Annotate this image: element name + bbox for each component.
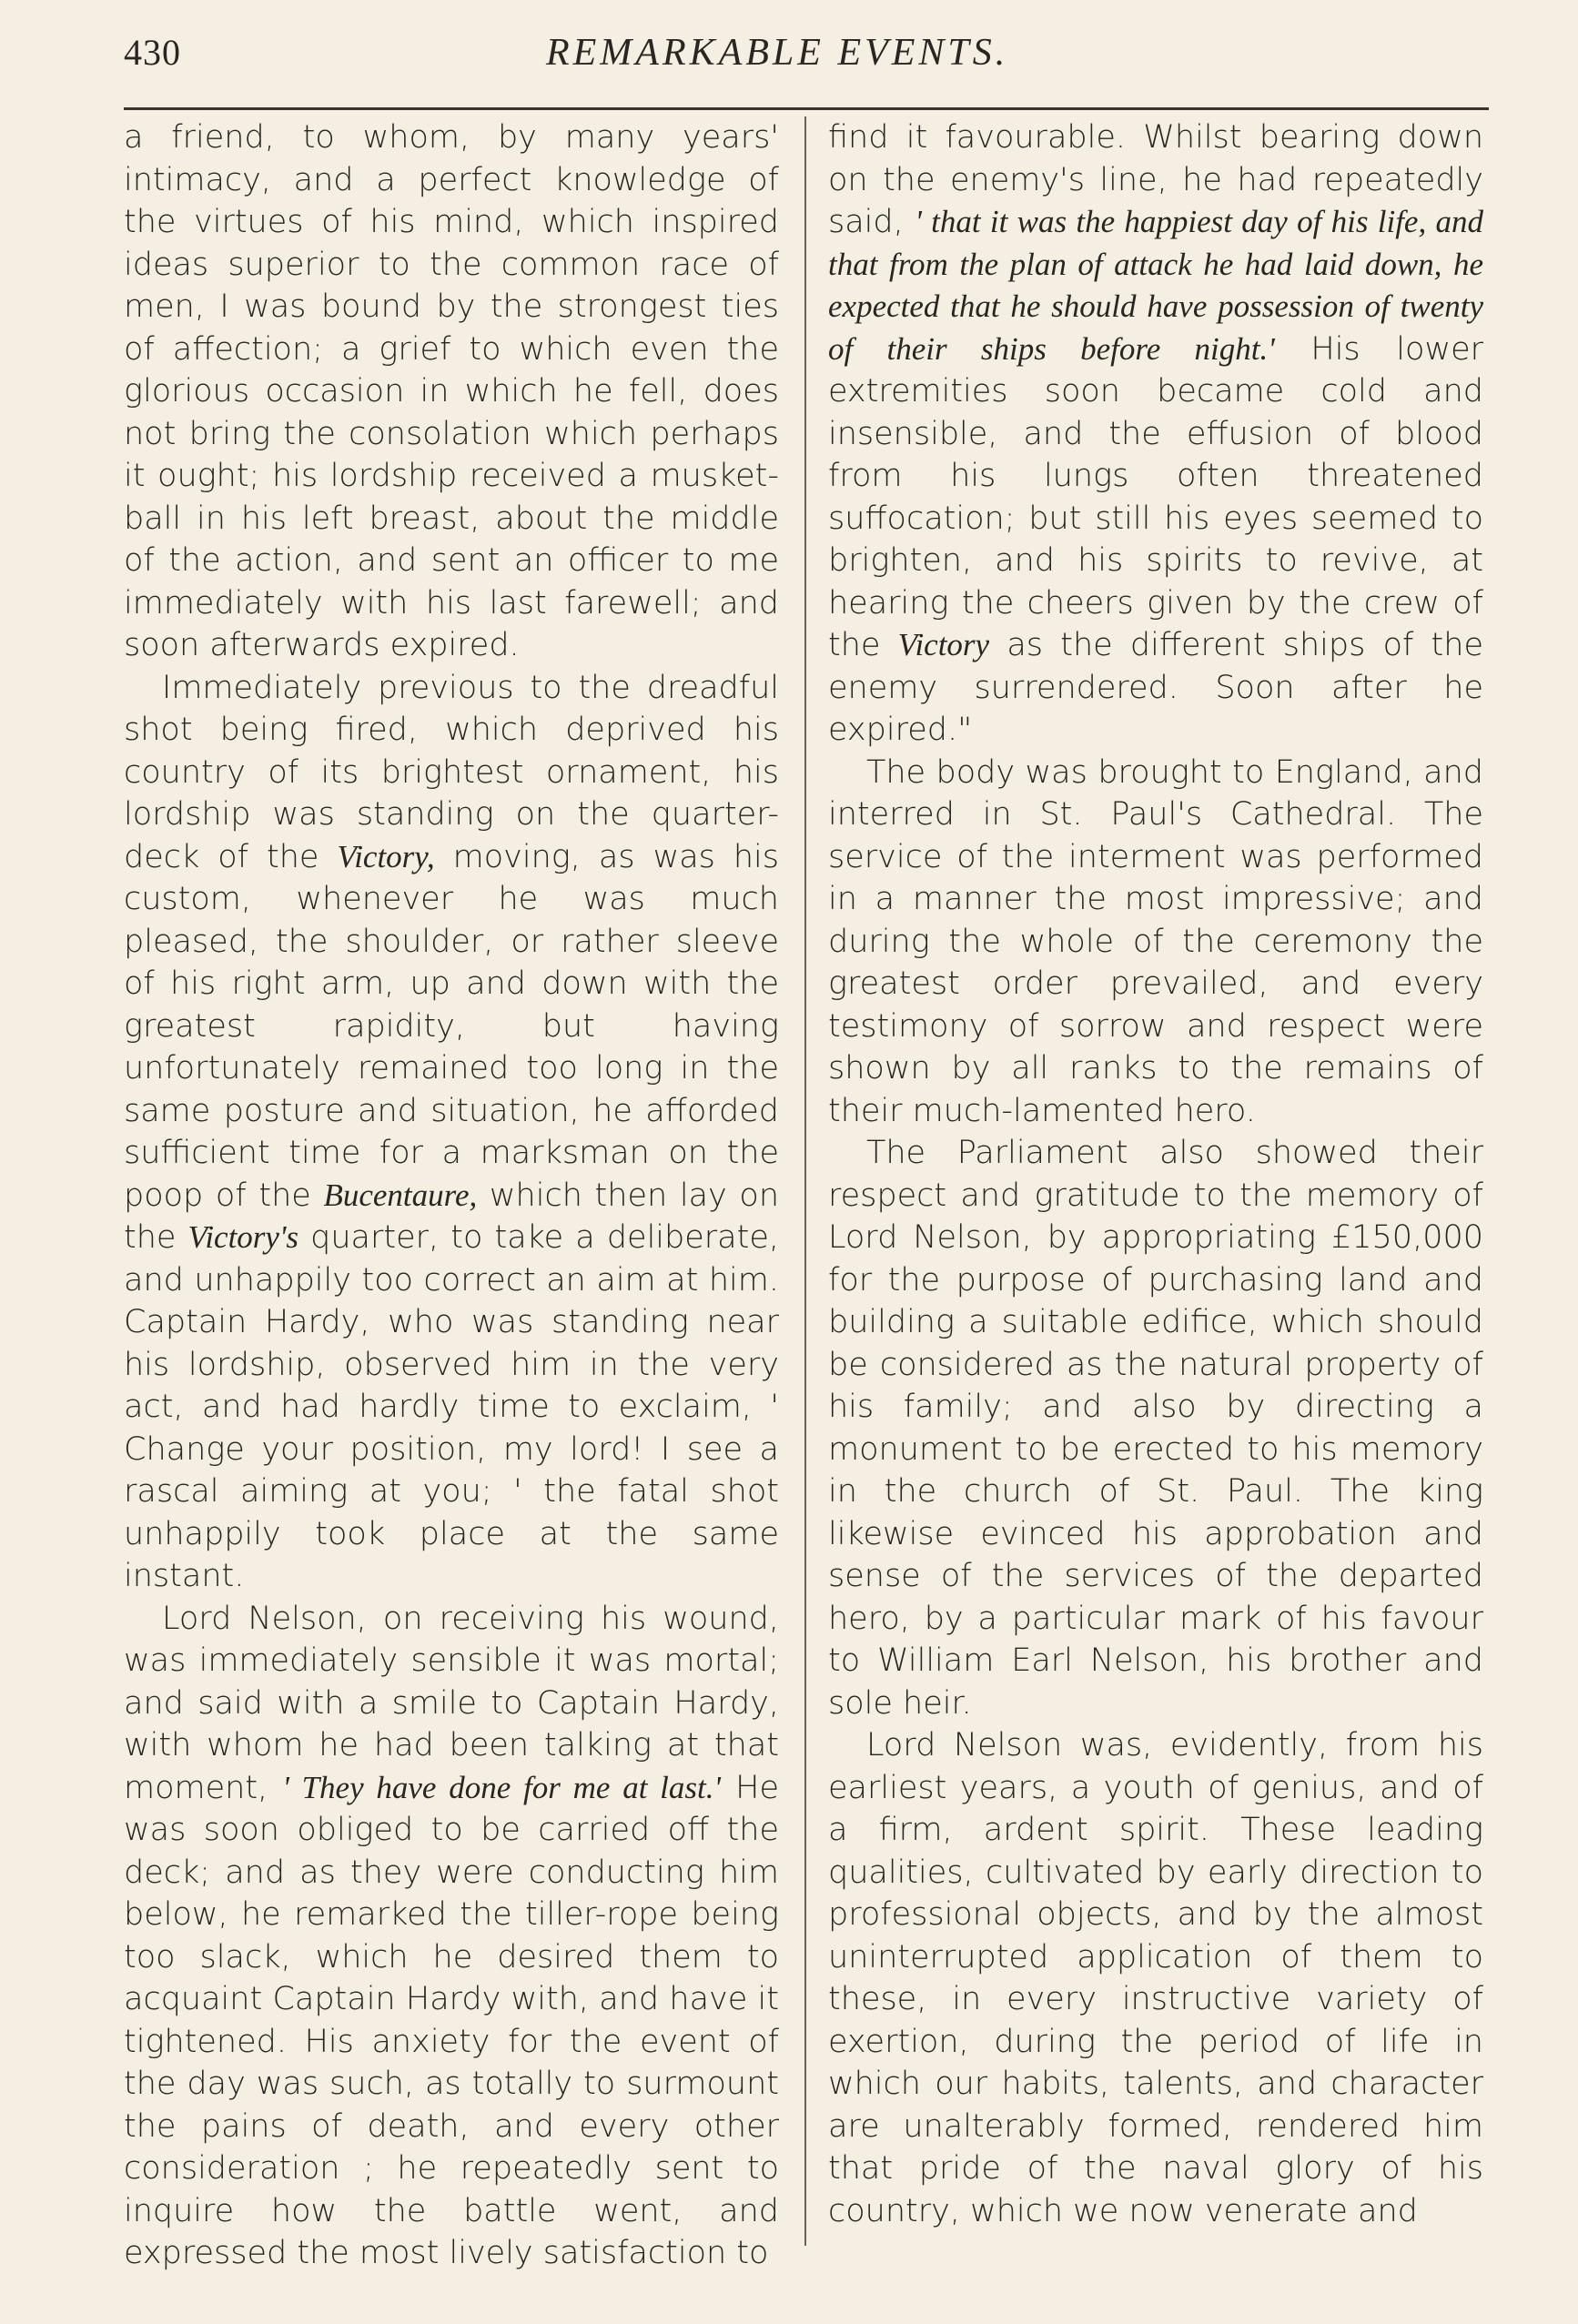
left-column bbox=[124, 116, 779, 2275]
right-column bbox=[828, 116, 1483, 2232]
page-header bbox=[0, 27, 1578, 91]
paragraph: Immediately previous to the dreadful shot being fired, which deprived his country of its brightest ornament, his lordship was standing on the quarter-deck of the Victory, moving, as was his custom, whenever he was much pleased, the shoulder, or rather sleeve of his right arm, up and down with the greatest rapidity, but having unfortunately remained too long in the same posture and situation, he afforded sufficient time for a marksman on the poop of the Bucentaure, which then lay on the Victory's quarter, to take a deliberate, and unhappily too correct an aim at him. Captain Hardy, who was standing near his lordship, observed him in the very act, and had hardly time to exclaim, ' Change your position, my lord! I see a rascal aiming at you; ' the fatal shot unhappily took place at the same instant. bbox=[124, 669, 780, 1594]
paragraph: Lord Nelson, on receiving his wound, was immediately sensible it was mortal; and said with a smile to Captain Hardy, with whom he had been talking at that moment, ' They have done for me at last.' He was soon obliged to be carried off the deck; and as they were conducting him below, he remarked the tiller-rope being too slack, which he desired them to acquaint Captain Hardy with, and have it tightened. His anxiety for the event of the day was such, as totally to surmount the pains of death, and every other consideration ; he repeatedly sent to inquire how the battle went, and expressed the most lively satisfaction to bbox=[124, 1600, 779, 2271]
paragraph: The Parliament also showed their respect and gratitude to the memory of Lord Nelson, by appropriating £150,000 for the purpose of purchasing land and building a suitable edifice, which should be considered as the natural property of his family; and also by directing a monument to be erected to his memory in the church of St. Paul. The king likewise evinced his approbation and sense of the services of the departed hero, by a particular mark of his favour to William Earl Nelson, his brother and sole heir. bbox=[828, 1135, 1483, 1722]
page-number: 430 bbox=[124, 32, 181, 73]
paragraph: find it favourable. Whilst bearing down on the enemy's line, he had repeatedly said, ' that it was the happiest day of his life, and that from the plan of attack he had laid down, he expected that he should have possession of twenty of their ships before night.' His lower extremities soon became cold and insensible, and the effusion of blood from his lungs often threatened suffocation; but still his eyes seemed to brighten, and his spirits to revive, at hearing the cheers given by the crew of the Victory as the different ships of the enemy surrendered. Soon after he expired." bbox=[828, 119, 1483, 748]
quotation: ' that it was the happiest day of his life, and that from the plan of attack he had laid down, he expected that he should have possession of twenty of their ships before night.' bbox=[828, 204, 1483, 367]
header-rule bbox=[124, 107, 1489, 110]
quotation: ' They have done for me at last.' bbox=[282, 1769, 721, 1805]
paragraph: a friend, to whom, by many years' intimacy, and a perfect knowledge of the virtues of his mind, which inspired ideas superior to the common race of men, I was bound by the strongest ties of affection; a grief to which even the glorious occasion in which he fell, does not bring the consolation which perhaps it ought; his lordship received a musket-ball in his left breast, about the middle of the action, and sent an officer to me immediately with his last farewell; and soon afterwards expired. bbox=[124, 119, 779, 663]
ship-name: Victory bbox=[897, 627, 990, 662]
paragraph: Lord Nelson was, evidently, from his earliest years, a youth of genius, and of a firm, ardent spirit. These leading qualities, cultivated by early direction to professional objects, and by the almost uninterrupted application of them to these, in every instructive variety of exertion, during the period of life in which our habits, talents, and character are unalterably formed, rendered him that pride of the naval glory of his country, which we now venerate and bbox=[828, 1727, 1483, 2229]
ship-name: Victory, bbox=[337, 838, 435, 874]
ship-name: Victory's bbox=[187, 1219, 299, 1255]
paragraph: The body was brought to England, and interred in St. Paul's Cathedral. The service of the interment was performed in a manner the most impressive; and during the whole of the ceremony the greatest order prevailed, and every testimony of sorrow and respect were shown by all ranks to the remains of their much-lamented hero. bbox=[828, 753, 1483, 1129]
ship-name: Bucentaure, bbox=[323, 1177, 478, 1213]
running-title: REMARKABLE EVENTS. bbox=[546, 32, 1009, 74]
column-divider bbox=[804, 116, 806, 2246]
